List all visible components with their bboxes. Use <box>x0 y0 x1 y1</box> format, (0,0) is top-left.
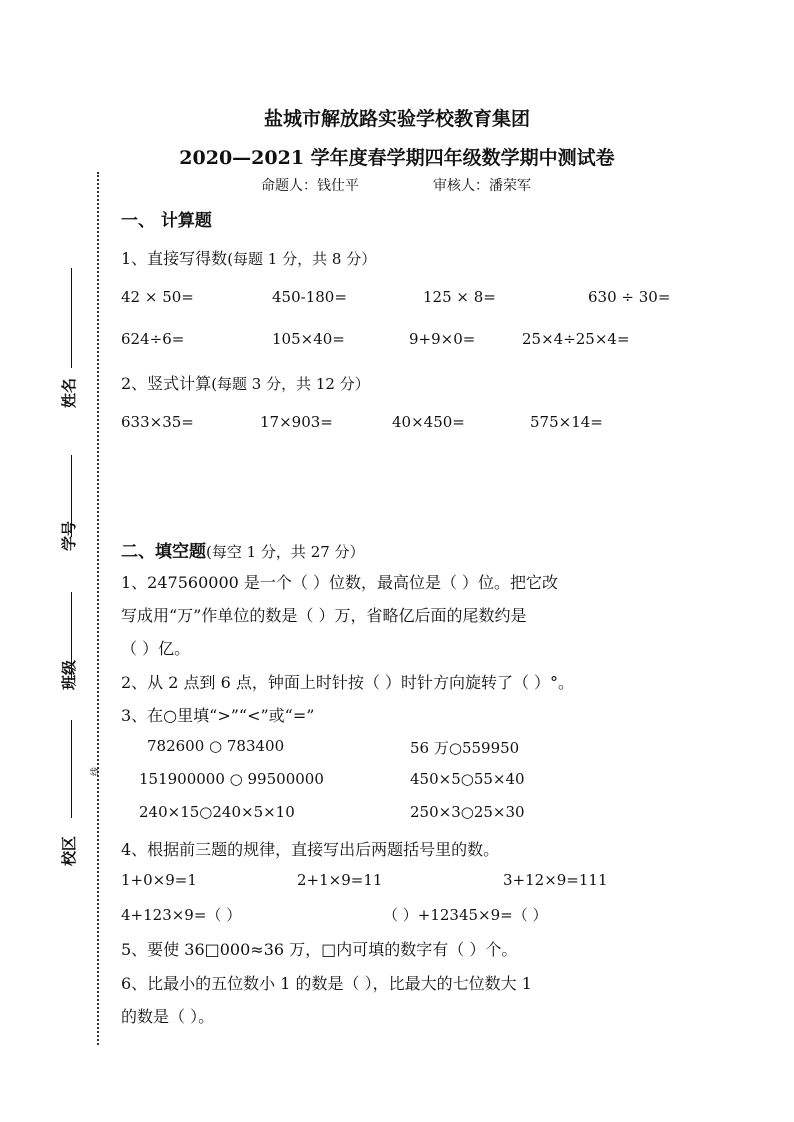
q1-title <box>121 246 376 269</box>
q2-title-text: 2、竖式计算 <box>121 374 212 393</box>
student-id-label: 学号 <box>60 520 78 551</box>
section2-note: (每空 1 分，共 27 分） <box>206 543 365 561</box>
q1-row1-item: 42 × 50= <box>121 288 194 306</box>
binding-dotted-line <box>97 172 99 1045</box>
exam-title: 2020—2021 学年度春学期四年级数学期中测试卷 <box>179 147 615 169</box>
fill-q3-title: 3、在○里填“>”“<”或“=” <box>121 706 315 725</box>
q1-row2-item: 25×4÷25×4= <box>522 330 630 348</box>
section2-heading <box>121 537 365 562</box>
pattern-item: 2+1×9=11 <box>297 871 383 889</box>
pattern-item: 3+12×9=111 <box>503 871 608 889</box>
q1-note: (每题 1 分，共 8 分） <box>227 250 377 268</box>
q1-row1-item: 450-180= <box>272 288 347 306</box>
q2-item: 17×903= <box>260 413 333 431</box>
fill-q5: 5、要使 36□000≈36 万，□内可填的数字有（ ）个。 <box>121 940 518 959</box>
binding-line-mark: 线 <box>91 766 102 777</box>
setter-label: 命题人：钱仕平 <box>261 178 359 194</box>
fill-q6-line2: 的数是（ ）。 <box>121 1007 215 1026</box>
q1-row2-item: 624÷6= <box>121 330 185 348</box>
pattern-item: （ ）+12345×9=（ ） <box>383 906 548 924</box>
fill-q1-line2: 写成用“万”作单位的数是（ ）万，省略亿后面的尾数约是 <box>121 606 527 625</box>
compare-item: 450×5○55×40 <box>410 770 525 788</box>
q1-title-text: 1、直接写得数 <box>121 249 228 268</box>
campus-label: 校区 <box>60 835 78 866</box>
fill-q4-title: 4、根据前三题的规律，直接写出后两题括号里的数。 <box>121 840 500 859</box>
name-label: 姓名 <box>60 377 78 408</box>
school-name: 盐城市解放路实验学校教育集团 <box>263 108 530 130</box>
q2-item: 575×14= <box>530 413 603 431</box>
compare-item: 250×3○25×30 <box>410 803 525 821</box>
q1-row2-item: 9+9×0= <box>409 330 476 348</box>
reviewer-label: 审核人：潘荣军 <box>433 178 531 194</box>
campus-underline <box>71 720 72 818</box>
pattern-item: 4+123×9=（ ） <box>121 906 242 924</box>
section2-heading-text: 二、填空题 <box>121 542 206 562</box>
q1-row1-item: 125 × 8= <box>423 288 496 306</box>
q2-note: (每题 3 分，共 12 分） <box>211 375 370 393</box>
section1-heading: 一、 计算题 <box>121 211 212 231</box>
compare-item: 782600 ○ 783400 <box>147 737 285 755</box>
fill-q1-line1: 1、247560000 是一个（ ）位数，最高位是（ ）位。把它改 <box>121 573 559 592</box>
fill-q1-line3: （ ）亿。 <box>121 639 191 658</box>
class-label: 班级 <box>60 659 78 690</box>
name-underline <box>71 268 72 368</box>
q2-title <box>121 371 370 394</box>
q2-item: 40×450= <box>392 413 465 431</box>
compare-item: 240×15○240×5×10 <box>139 803 295 821</box>
fill-q2: 2、从 2 点到 6 点，钟面上时针按（ ）时针方向旋转了（ ）°。 <box>121 673 575 692</box>
compare-item: 56 万○559950 <box>410 739 520 757</box>
q1-row1-item: 630 ÷ 30= <box>588 288 671 306</box>
q1-row2-item: 105×40= <box>272 330 345 348</box>
q2-item: 633×35= <box>121 413 194 431</box>
compare-item: 151900000 ○ 99500000 <box>139 770 324 788</box>
fill-q6-line1: 6、比最小的五位数小 1 的数是（ ），比最大的七位数大 1 <box>121 974 532 993</box>
pattern-item: 1+0×9=1 <box>121 871 197 889</box>
